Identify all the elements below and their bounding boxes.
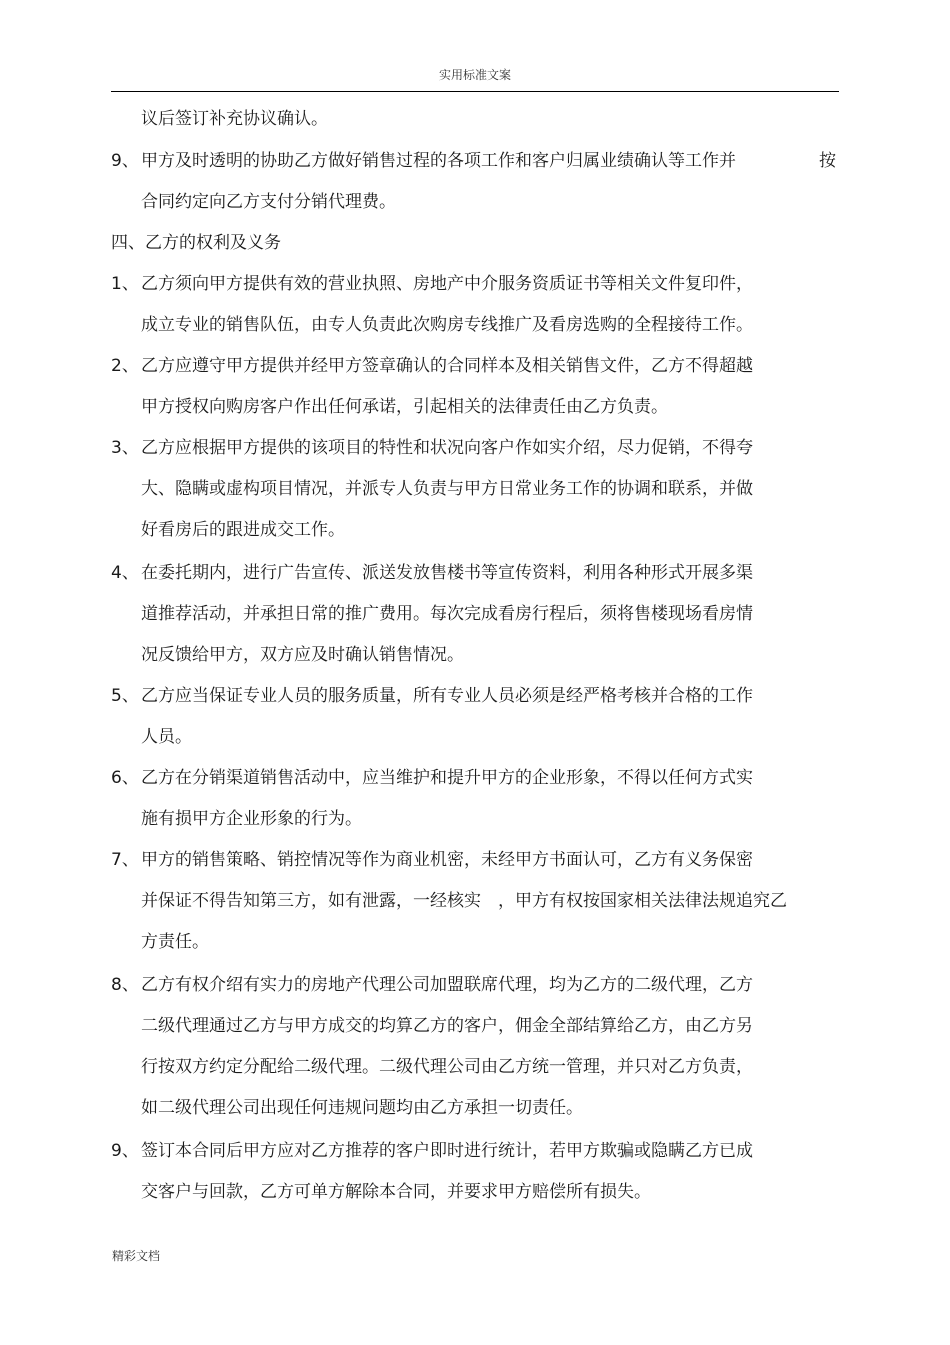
body-line xyxy=(141,1055,753,1079)
body-line xyxy=(141,602,753,626)
header-divider xyxy=(111,91,839,92)
footer-text: 精彩文档 xyxy=(112,1249,161,1263)
body-line xyxy=(141,643,464,667)
item-number: 4、 xyxy=(111,563,139,583)
numbered-line xyxy=(111,766,753,790)
line-text: 大、隐瞒或虚构项目情况，并派专人负责与甲方日常业务工作的协调和联系，并做 xyxy=(141,479,753,499)
line-text: 乙方有权介绍有实力的房地产代理公司加盟联席代理，均为乙方的二级代理，乙方 xyxy=(141,975,753,995)
body-line xyxy=(141,1096,583,1120)
body-line xyxy=(141,807,362,831)
line-text: 议后签订补充协议确认。 xyxy=(141,109,328,129)
line-text: 行按双方约定分配给二级代理。二级代理公司由乙方统一管理，并只对乙方负责， xyxy=(141,1057,753,1077)
item-number: 5、 xyxy=(111,686,139,706)
item-number: 7、 xyxy=(111,850,139,870)
line-text: 并保证不得告知第三方，如有泄露，一经核实 ，甲方有权按国家相关法律法规追究乙 xyxy=(141,891,787,911)
line-text: 合同约定向乙方支付分销代理费。 xyxy=(141,192,396,212)
line-text: 二级代理通过乙方与甲方成交的均算乙方的客户，佣金全部结算给乙方，由乙方另 xyxy=(141,1016,753,1036)
numbered-line xyxy=(111,561,753,585)
line-tail-text: 按 xyxy=(819,151,836,171)
body-line xyxy=(141,107,328,131)
numbered-line xyxy=(111,354,753,378)
body-line xyxy=(141,395,668,419)
item-number: 8、 xyxy=(111,975,139,995)
numbered-line xyxy=(111,272,753,296)
numbered-line xyxy=(111,436,753,460)
line-text: 交客户与回款，乙方可单方解除本合同，并要求甲方赔偿所有损失。 xyxy=(141,1182,651,1202)
line-text: 施有损甲方企业形象的行为。 xyxy=(141,809,362,829)
body-line xyxy=(141,725,192,749)
body-line xyxy=(141,518,345,542)
line-text: 乙方应根据甲方提供的该项目的特性和状况向客户作如实介绍，尽力促销，不得夸 xyxy=(141,438,753,458)
numbered-line xyxy=(111,149,736,173)
item-number: 2、 xyxy=(111,356,139,376)
line-text: 乙方应遵守甲方提供并经甲方签章确认的合同样本及相关销售文件，乙方不得超越 xyxy=(141,356,753,376)
body-line xyxy=(141,477,753,501)
numbered-line xyxy=(111,1139,753,1163)
item-number: 3、 xyxy=(111,438,139,458)
line-text: 乙方在分销渠道销售活动中，应当维护和提升甲方的企业形象，不得以任何方式实 xyxy=(141,768,753,788)
body-line xyxy=(141,1180,651,1204)
line-text: 乙方须向甲方提供有效的营业执照、房地产中介服务资质证书等相关文件复印件， xyxy=(141,274,753,294)
line-text: 乙方应当保证专业人员的服务质量，所有专业人员必须是经严格考核并合格的工作 xyxy=(141,686,753,706)
line-text: 好看房后的跟进成交工作。 xyxy=(141,520,345,540)
item-number: 1、 xyxy=(111,274,139,294)
item-number: 9、 xyxy=(111,1141,139,1161)
line-text: 况反馈给甲方，双方应及时确认销售情况。 xyxy=(141,645,464,665)
line-text: 四、乙方的权利及义务 xyxy=(111,233,281,253)
line-text: 甲方的销售策略、销控情况等作为商业机密，未经甲方书面认可，乙方有义务保密 xyxy=(141,850,753,870)
section-heading xyxy=(111,231,281,255)
numbered-line xyxy=(111,684,753,708)
line-text: 人员。 xyxy=(141,727,192,747)
numbered-line xyxy=(111,973,753,997)
header-title: 实用标准文案 xyxy=(438,68,511,82)
body-line xyxy=(141,930,209,954)
item-number: 9、 xyxy=(111,151,139,171)
numbered-line xyxy=(111,848,753,872)
line-text: 在委托期内，进行广告宣传、派送发放售楼书等宣传资料，利用各种形式开展多渠 xyxy=(141,563,753,583)
line-text: 道推荐活动，并承担日常的推广费用。每次完成看房行程后，须将售楼现场看房情 xyxy=(141,604,753,624)
body-line xyxy=(141,313,753,337)
body-line xyxy=(141,889,787,913)
body-line xyxy=(141,190,396,214)
line-text: 如二级代理公司出现任何违规问题均由乙方承担一切责任。 xyxy=(141,1098,583,1118)
item-number: 6、 xyxy=(111,768,139,788)
body-line xyxy=(141,1014,753,1038)
line-text: 签订本合同后甲方应对乙方推荐的客户即时进行统计，若甲方欺骗或隐瞒乙方已成 xyxy=(141,1141,753,1161)
line-text: 甲方授权向购房客户作出任何承诺，引起相关的法律责任由乙方负责。 xyxy=(141,397,668,417)
line-text: 方责任。 xyxy=(141,932,209,952)
line-text: 甲方及时透明的协助乙方做好销售过程的各项工作和客户归属业绩确认等工作并 xyxy=(141,151,736,171)
line-text: 成立专业的销售队伍，由专人负责此次购房专线推广及看房选购的全程接待工作。 xyxy=(141,315,753,335)
